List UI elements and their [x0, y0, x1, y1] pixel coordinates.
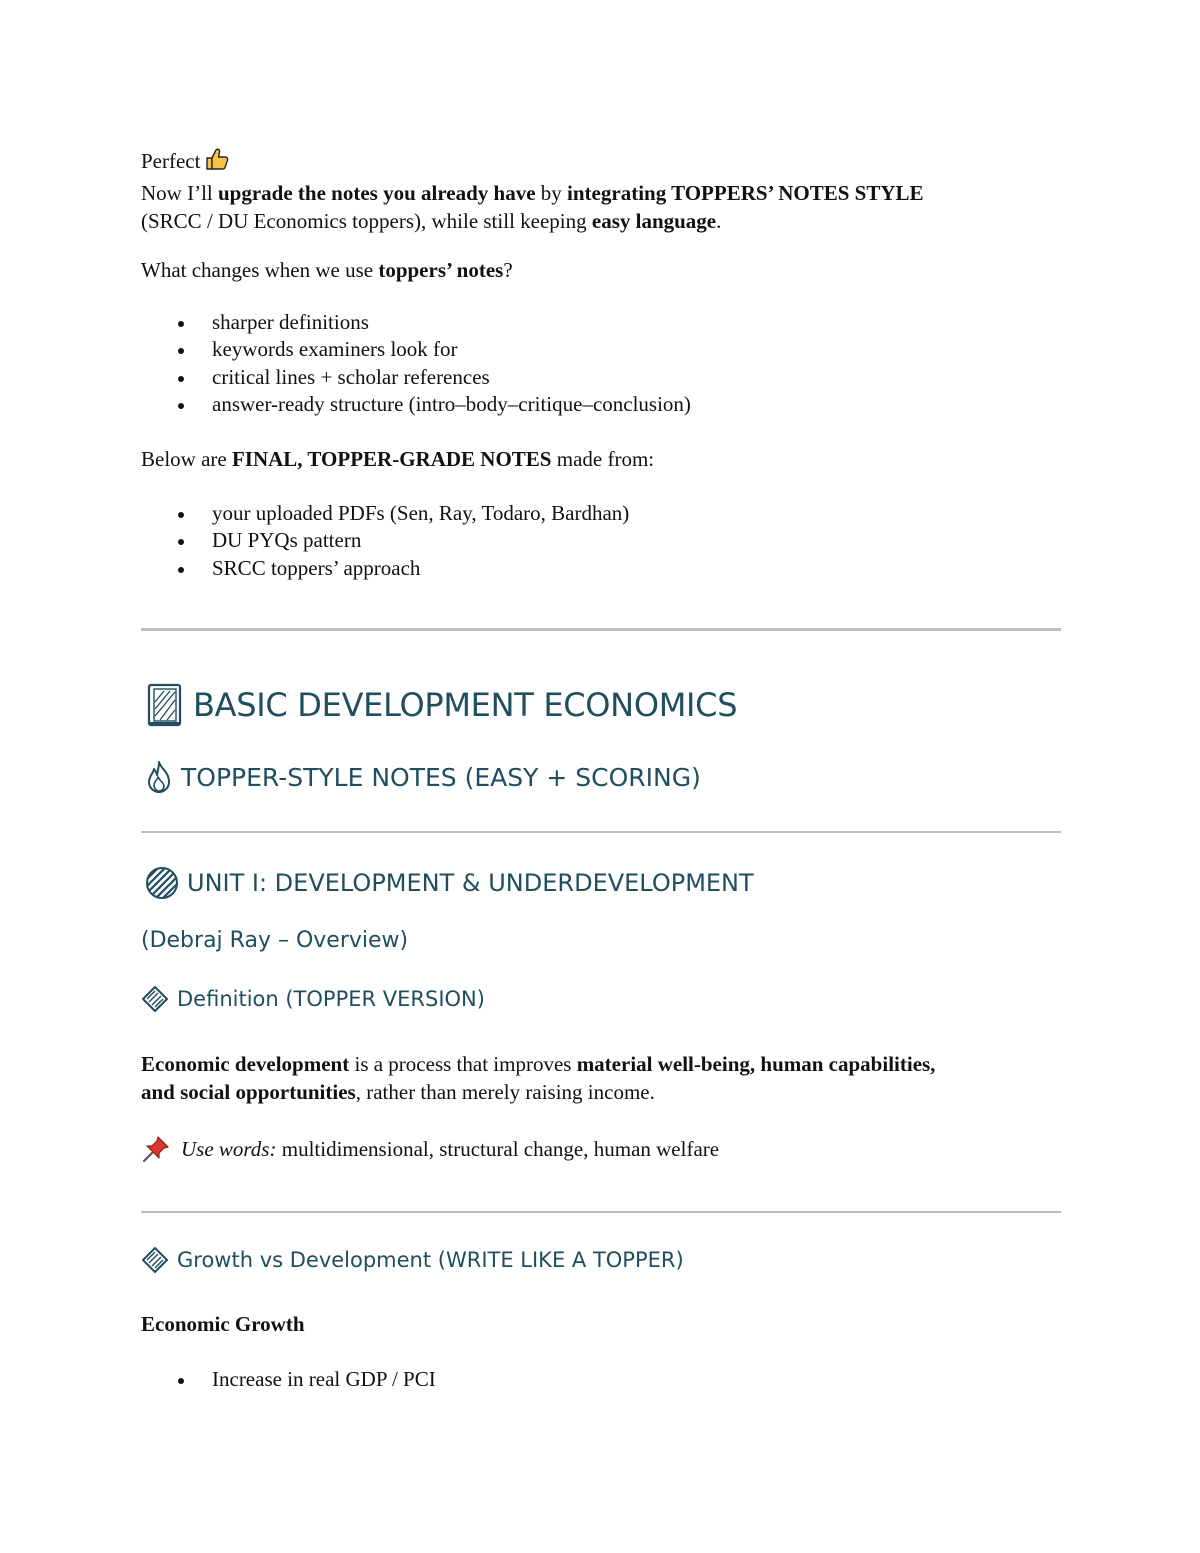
list-item: critical lines + scholar references: [141, 364, 691, 391]
text-span: .: [716, 209, 722, 233]
unit-heading-text: UNIT I: DEVELOPMENT & UNDERDEVELOPMENT: [187, 869, 754, 897]
sub-heading: [145, 760, 701, 794]
definition-heading: [141, 985, 485, 1013]
book-icon: [145, 682, 185, 728]
intro-line-2: [141, 179, 1061, 207]
intro-line-3: [141, 207, 1061, 235]
intro-perfect: Perfect: [141, 149, 201, 173]
bold-span: upgrade the notes you already have: [218, 181, 536, 205]
list-item: DU PYQs pattern: [141, 527, 629, 554]
diamond-icon: [141, 985, 169, 1013]
bold-span: FINAL, TOPPER-GRADE NOTES: [231, 447, 552, 471]
definition-heading-text: Definition (TOPPER VERSION): [177, 987, 485, 1011]
unit-heading: [145, 866, 754, 900]
text-span: (SRCC / DU Economics toppers), while still keeping: [141, 209, 592, 233]
divider: [141, 831, 1061, 833]
intro-block: [141, 146, 1061, 235]
sources-list: [141, 500, 629, 582]
list-item: Increase in real GDP / PCI: [141, 1366, 436, 1393]
changes-list: [141, 309, 691, 418]
overview-heading: [141, 928, 408, 953]
list-item: SRCC toppers’ approach: [141, 555, 629, 582]
bold-span: and social opportunities: [141, 1080, 356, 1104]
text-span: Now I’ll: [141, 181, 218, 205]
intro-perfect-line: [141, 146, 1061, 179]
sub-heading-text: TOPPER-STYLE NOTES (EASY + SCORING): [181, 762, 701, 792]
overview-heading-text: (Debraj Ray – Overview): [141, 928, 409, 953]
growth-title: [141, 1310, 305, 1338]
bold-span: toppers’ notes: [378, 258, 504, 282]
growth-heading: [141, 1246, 684, 1274]
text-span: is a process that improves: [349, 1052, 577, 1076]
below-intro: [141, 445, 654, 473]
text-span: What changes when we use: [141, 258, 379, 282]
bold-span: integrating TOPPERS’ NOTES STYLE: [567, 181, 924, 205]
fire-icon: [145, 760, 173, 794]
changes-question: [141, 256, 513, 284]
divider: [141, 1211, 1061, 1213]
use-words-line: [141, 1134, 719, 1164]
growth-list: [141, 1366, 436, 1393]
bold-span: Economic Growth: [141, 1312, 305, 1336]
text-span: made from:: [551, 447, 655, 471]
diamond-icon: [141, 1246, 169, 1274]
main-heading: [145, 682, 737, 728]
list-item: your uploaded PDFs (Sen, Ray, Todaro, Bardhan): [141, 500, 629, 527]
text-span: Below are: [141, 447, 232, 471]
definition-text: [141, 1050, 935, 1106]
striped-circle-icon: [145, 866, 179, 900]
text-span: , rather than merely raising income.: [355, 1080, 655, 1104]
text-span: by: [535, 181, 568, 205]
text-span: ?: [503, 258, 513, 282]
divider: [141, 628, 1061, 631]
pushpin-icon: [141, 1134, 171, 1164]
use-words-text: multidimensional, structural change, human welfare: [276, 1137, 720, 1161]
thumbs-up-icon: [204, 146, 230, 179]
list-item: answer-ready structure (intro–body–critique–conclusion): [141, 391, 691, 418]
main-heading-text: BASIC DEVELOPMENT ECONOMICS: [193, 686, 738, 724]
list-item: sharper definitions: [141, 309, 691, 336]
growth-heading-text: Growth vs Development (WRITE LIKE A TOPPER): [177, 1248, 684, 1272]
bold-span: material well-being, human capabilities,: [576, 1052, 936, 1076]
list-item: keywords examiners look for: [141, 336, 691, 363]
use-words-label: Use words:: [181, 1137, 277, 1161]
bold-span: Economic development: [141, 1052, 350, 1076]
bold-span: easy language: [591, 209, 717, 233]
